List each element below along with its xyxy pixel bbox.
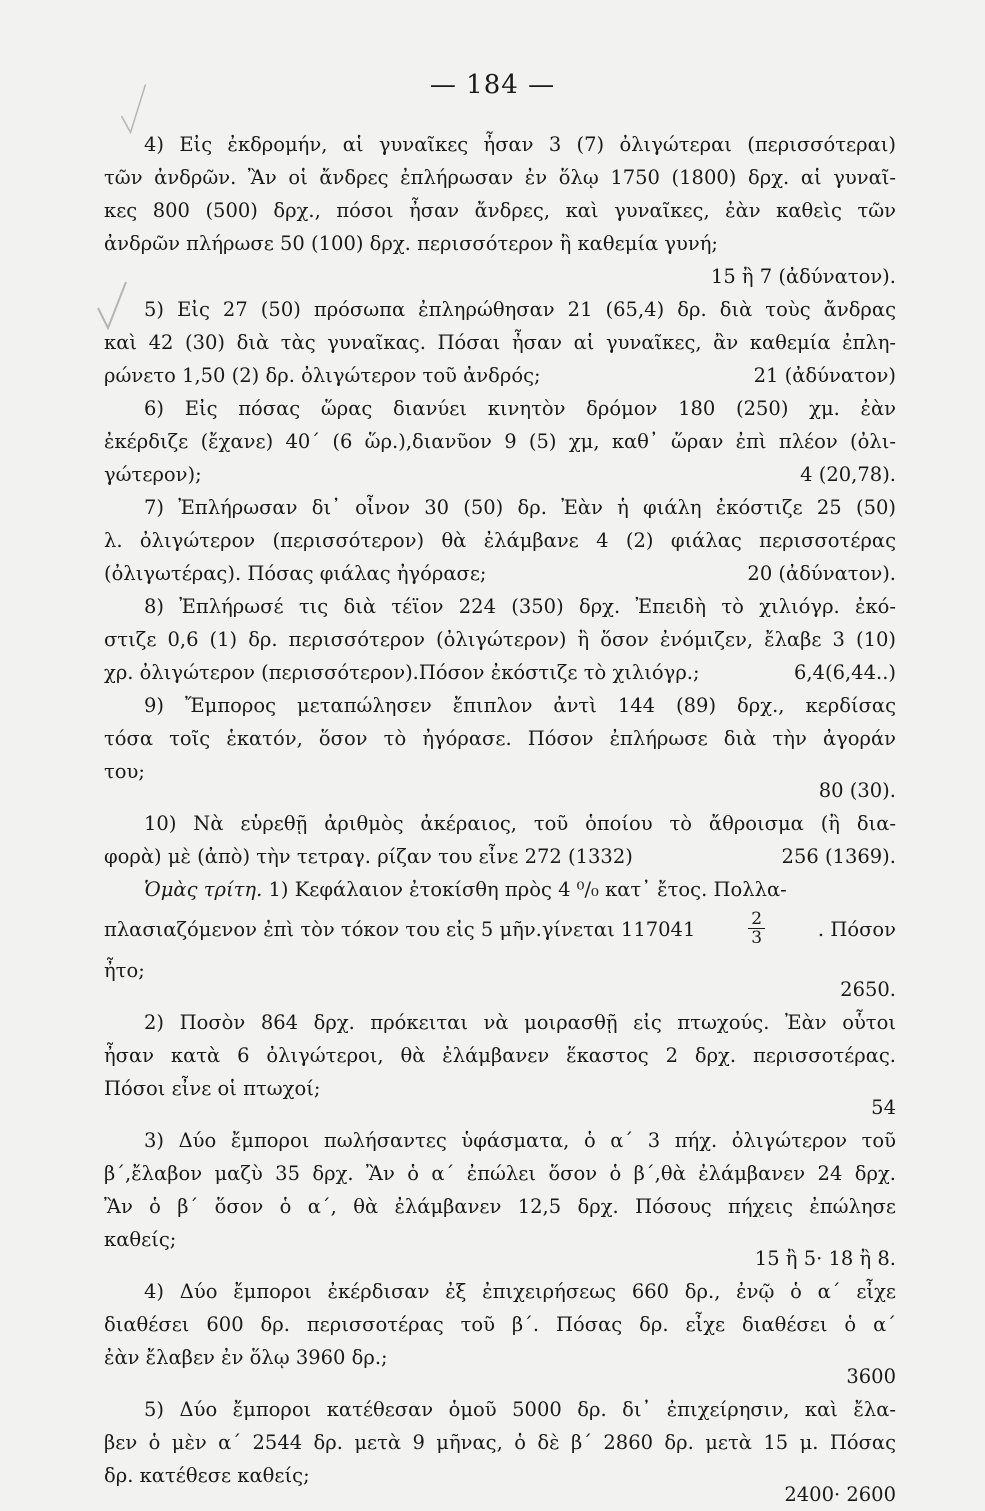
fraction-numerator: 2 bbox=[748, 910, 765, 929]
text-line-with-answer bbox=[104, 359, 896, 392]
text-line: ἦτο; bbox=[104, 959, 145, 982]
text-line-with-answer bbox=[104, 840, 896, 873]
answer: 21 (ἀδύνατον) bbox=[753, 364, 896, 387]
text-line: καὶ 42 (30) διὰ τὰς γυναῖκας. Πόσαι ἦσαν αἱ γυναῖκες, ἂν καθεμία ἐπλη- bbox=[104, 331, 896, 354]
text-fragment: 1) Κεφάλαιον ἐτοκίσθη πρὸς 4 ⁰/₀ κατ᾽ ἔτος. Πολλα- bbox=[268, 878, 787, 901]
text-line: του; bbox=[104, 760, 145, 783]
text-body bbox=[104, 128, 896, 1511]
text-line: 4) Εἰς ἐκδρομήν, αἱ γυναῖκες ἦσαν 3 (7) ὀλιγώτεραι (περισσότεραι) bbox=[144, 133, 896, 156]
text-line: Πόσοι εἶνε οἱ πτωχοί; bbox=[104, 1077, 321, 1100]
page-number: — 184 — bbox=[429, 70, 556, 100]
text-line: ἦσαν κατὰ 6 ὀλιγώτεροι, θὰ ἐλάμβανεν ἕκαστος 2 δρχ. περισσοτέρας. bbox=[104, 1044, 896, 1067]
answer: 256 (1369). bbox=[781, 845, 896, 868]
section-heading-line bbox=[104, 873, 896, 906]
text-line: δρ. κατέθεσε καθείς; bbox=[104, 1464, 310, 1487]
text-line-with-answer bbox=[104, 458, 896, 491]
text-fragment: (ὀλιγωτέρας). Πόσας φιάλας ἠγόρασε; bbox=[104, 562, 487, 585]
text-line: 6) Εἰς πόσας ὥρας διανύει κινητὸν δρόμον 180 (250) χμ. ἐὰν bbox=[144, 397, 896, 420]
text-line: 9) Ἔμπορος μεταπώλησεν ἔπιπλον ἀντὶ 144 (89) δρχ., κερδίσας bbox=[144, 694, 896, 717]
fraction bbox=[748, 910, 765, 954]
text-line: Ἂν ὁ β΄ ὅσον ὁ α΄, θὰ ἐλάμβανεν 12,5 δρχ. Πόσους πήχεις ἐπώλησε bbox=[104, 1195, 896, 1218]
text-line: λ. ὀλιγώτερον (περισσότερον) θὰ ἐλάμβανε 4 (2) φιάλας περισσοτέρας bbox=[104, 529, 896, 552]
fraction-denominator: 3 bbox=[751, 928, 763, 948]
text-line-with-answer bbox=[104, 656, 896, 689]
answer: 6,4(6,44..) bbox=[793, 661, 896, 684]
text-line: 4) Δύο ἔμποροι ἐκέρδισαν ἐξ ἐπιχειρήσεως 660 δρ., ἐνῷ ὁ α΄ εἶχε bbox=[144, 1280, 896, 1303]
text-fragment: . Πόσον bbox=[817, 918, 896, 941]
text-fragment: γώτερον); bbox=[104, 463, 202, 486]
text-fragment: πλασιαζόμενον ἐπὶ τὸν τόκον του εἰς 5 μῆν.γίνεται 117041 bbox=[104, 918, 696, 941]
text-line: τῶν ἀνδρῶν. Ἂν οἱ ἄνδρες ἐπλήρωσαν ἐν ὅλῳ 1750 (1800) δρχ. αἱ γυναῖ- bbox=[104, 166, 896, 189]
text-line: ἀνδρῶν πλήρωσε 50 (100) δρχ. περισσότερον ἢ καθεμία γυνή; bbox=[104, 232, 718, 255]
text-fragment: χρ. ὀλιγώτερον (περισσότερον).Πόσον ἐκόστιζε τὸ χιλιόγρ.; bbox=[104, 661, 700, 684]
answer: 2400· 2600 bbox=[784, 1483, 896, 1506]
text-line: στιζε 0,6 (1) δρ. περισσότερον (ὀλιγώτερον) ἢ ὅσον ἐνόμιζεν, ἔλαβε 3 (10) bbox=[104, 628, 896, 651]
text-line: 2) Ποσὸν 864 δρχ. πρόκειται νὰ μοιρασθῇ εἰς πτωχούς. Ἐὰν οὗτοι bbox=[144, 1011, 896, 1034]
text-line-with-fraction bbox=[104, 906, 896, 954]
answer: 80 (30). bbox=[818, 779, 896, 802]
text-line: διαθέσει 600 δρ. περισσοτέρας τοῦ β΄. Πόσας δρ. εἶχε διαθέσει ὁ α΄ bbox=[104, 1313, 896, 1336]
answer: 15 ἢ 7 (ἀδύνατον). bbox=[710, 265, 896, 288]
text-line: 7) Ἐπλήρωσαν δι᾽ οἶνον 30 (50) δρ. Ἐὰν ἡ φιάλη ἐκόστιζε 25 (50) bbox=[144, 496, 896, 519]
text-line: 5) Δύο ἔμποροι κατέθεσαν ὁμοῦ 5000 δρ. δι᾽ ἐπιχείρησιν, καὶ ἔλα- bbox=[144, 1398, 896, 1421]
text-line: καθείς; bbox=[104, 1228, 177, 1251]
text-line: τόσα τοῖς ἑκατόν, ὅσον τὸ ἠγόρασε. Πόσον ἐπλήρωσε διὰ τὴν ἀγοράν bbox=[104, 727, 896, 750]
text-line: 5) Εἰς 27 (50) πρόσωπα ἐπληρώθησαν 21 (65,4) δρ. διὰ τοὺς ἄνδρας bbox=[144, 298, 896, 321]
answer: 54 bbox=[871, 1096, 896, 1119]
answer: 4 (20,78). bbox=[800, 463, 896, 486]
text-line: 10) Νὰ εὑρεθῇ ἀριθμὸς ἀκέραιος, τοῦ ὁποίου τὸ ἄθροισμα (ἢ δια- bbox=[144, 812, 896, 835]
text-line: ἐκέρδιζε (ἔχανε) 40΄ (6 ὥρ.),διανῦον 9 (5) χμ, καθ᾽ ὥραν ἐπὶ πλέον (ὀλι- bbox=[104, 430, 896, 453]
section-title: Ὁμὰς τρίτη. bbox=[144, 878, 263, 901]
text-line: 8) Ἐπλήρωσέ τις διὰ τέϊον 224 (350) δρχ. Ἐπειδὴ τὸ χιλιόγρ. ἐκό- bbox=[144, 595, 896, 618]
text-line: ἐὰν ἔλαβεν ἐν ὅλῳ 3960 δρ.; bbox=[104, 1346, 388, 1369]
text-line: κες 800 (500) δρχ., πόσοι ἦσαν ἄνδρες, καὶ γυναῖκες, ἐὰν καθεὶς τῶν bbox=[104, 199, 896, 222]
answer: 3600 bbox=[846, 1365, 896, 1388]
text-fragment: ρώνετο 1,50 (2) δρ. ὀλιγώτερον τοῦ ἀνδρός; bbox=[104, 364, 541, 387]
text-line: βεν ὁ μὲν α΄ 2544 δρ. μετὰ 9 μῆνας, ὁ δὲ β΄ 2860 δρ. μετὰ 15 μ. Πόσας bbox=[104, 1431, 896, 1454]
text-line: β΄,ἔλαβον μαζὺ 35 δρχ. Ἂν ὁ α΄ ἐπώλει ὅσον ὁ β΄,θὰ ἐλάμβανεν 24 δρχ. bbox=[104, 1162, 896, 1185]
answer: 2650. bbox=[840, 978, 896, 1001]
answer: 20 (ἀδύνατον). bbox=[747, 562, 896, 585]
text-line: 3) Δύο ἔμποροι πωλήσαντες ὑφάσματα, ὁ α΄ 3 πήχ. ὀλιγώτερον τοῦ bbox=[144, 1129, 896, 1152]
text-line-with-answer bbox=[104, 557, 896, 590]
text-fragment: φορὰ) μὲ (ἀπὸ) τὴν τετραγ. ρίζαν του εἶνε 272 (1332) bbox=[104, 845, 633, 868]
answer: 15 ἢ 5· 18 ἢ 8. bbox=[754, 1247, 896, 1270]
text-fragment bbox=[144, 873, 787, 906]
